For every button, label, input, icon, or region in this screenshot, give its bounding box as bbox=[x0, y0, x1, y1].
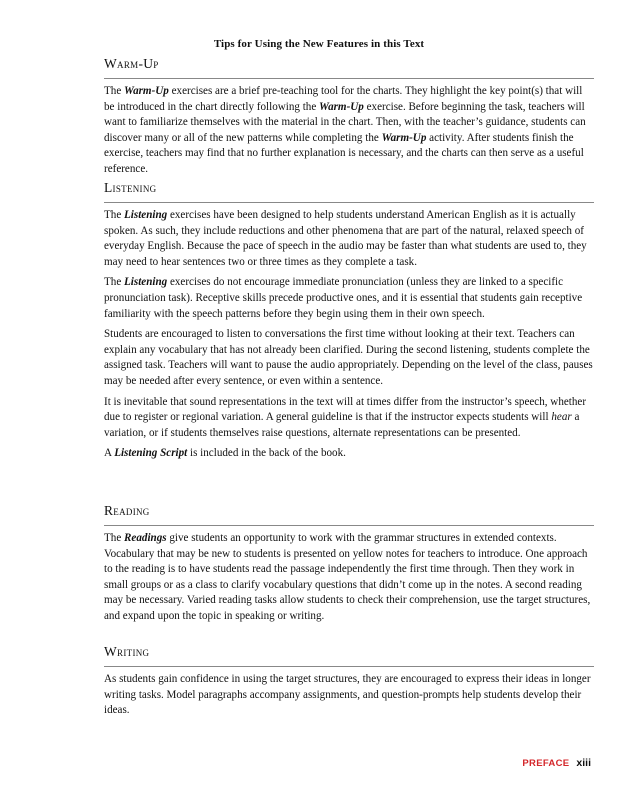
paragraph bbox=[104, 446, 594, 462]
text: exercises are a brief pre-teaching tool for the charts. They highlight the key point(s) that will be introduced in the chart directly following the bbox=[104, 85, 583, 113]
text: exercises have been designed to help students understand American English as it is actually spoken. As such, they include reductions and other phenomena that are part of the natural, relaxed speech of everyday English. Because the pace of speech in the audio may be faster than what students are used to, they may need to hear sentences two or three times as they complete a task. bbox=[104, 209, 587, 268]
paragraph bbox=[104, 531, 594, 625]
section-writing bbox=[104, 644, 594, 724]
text: a variation, or if students themselves raise questions, alternate representations can be presented. bbox=[104, 411, 580, 439]
text: is included in the back of the book. bbox=[187, 447, 346, 460]
running-head: Tips for Using the New Features in this Text bbox=[213, 38, 425, 50]
paragraph: As students gain confidence in using the target structures, they are encouraged to express their ideas in longer writing tasks. Model paragraphs accompany assignments, and question-prompts help students develop their ideas. bbox=[104, 673, 591, 717]
text: activity. After students finish the exercise, teachers may find that no further explanation is necessary, and the charts can then serve as a useful reference. bbox=[104, 131, 584, 175]
footer-section-label: PREFACE bbox=[522, 758, 570, 769]
text: give students an opportunity to work with the grammar structures in extended contexts. Vocabulary that may be new to students is presented on yellow notes for teachers to introduce. One approach to the reading is to have students read the passage independently the first time through. Then they work in small groups or as a class to clarify vocabulary questions that didn’t come up in the notes. A second reading may be necessary. Varied reading tasks allow students to check their comprehension, use the target structures, and expand upon the topic in speaking or writing. bbox=[104, 532, 591, 622]
emphasis-term: Readings bbox=[124, 532, 167, 544]
paragraph: Students are encouraged to listen to conversations the first time without looking at their text. Teachers can explain any vocabulary that has not already been clarified. During the second listening, students complete the assigned task. Teachers will want to pause the audio appropriately. Depending on the level of the class, pauses may be needed after every sentence, or even within a sentence. bbox=[104, 328, 593, 387]
section-divider bbox=[104, 78, 594, 79]
section-reading bbox=[104, 503, 594, 630]
paragraph bbox=[104, 275, 594, 322]
paragraph bbox=[104, 84, 594, 178]
emphasis-term: Warm-Up bbox=[319, 100, 364, 113]
page-number: xiii bbox=[576, 757, 591, 769]
text: It is inevitable that sound representations in the text will at times differ from the instructor’s speech, whether due to register or regional variation. A general guideline is that if the instructor expects students will bbox=[104, 395, 587, 424]
section-listening bbox=[104, 180, 594, 467]
page-footer bbox=[522, 757, 591, 769]
paragraph bbox=[104, 395, 594, 442]
emphasis-term: Warm-Up bbox=[381, 131, 427, 144]
section-divider bbox=[104, 202, 594, 203]
emphasis-term: Listening bbox=[124, 276, 168, 289]
paragraph bbox=[104, 208, 594, 270]
section-divider bbox=[104, 666, 594, 667]
text: exercise. Before beginning the task, teachers will want to familiarize themselves with the material in the chart. Then, with the teacher’s guidance, students can discover many or all of the new patterns while completing the bbox=[104, 100, 586, 144]
text: The bbox=[104, 276, 125, 289]
text: The bbox=[104, 85, 125, 97]
text: exercises do not encourage immediate pronunciation (unless they are linked to a specific pronunciation task). Receptive skills precede productive ones, and it is essential that students gain receptive familiarity with the speech patterns before they begin using them in their own speech. bbox=[104, 276, 583, 320]
section-heading-writing: Writing bbox=[104, 644, 150, 659]
section-heading-reading: Reading bbox=[104, 503, 150, 518]
emphasis-term: Listening bbox=[124, 209, 168, 221]
section-heading-warm-up: Warm-Up bbox=[104, 56, 159, 71]
section-warm-up bbox=[104, 56, 594, 183]
text: A bbox=[104, 447, 115, 460]
text: The bbox=[104, 209, 125, 221]
emphasis-term: Warm-Up bbox=[124, 85, 169, 97]
section-heading-listening: Listening bbox=[104, 180, 157, 195]
section-divider bbox=[104, 525, 594, 526]
emphasis-term: Listening Script bbox=[114, 447, 188, 460]
italic-term: hear bbox=[551, 411, 572, 424]
text: The bbox=[104, 532, 125, 544]
